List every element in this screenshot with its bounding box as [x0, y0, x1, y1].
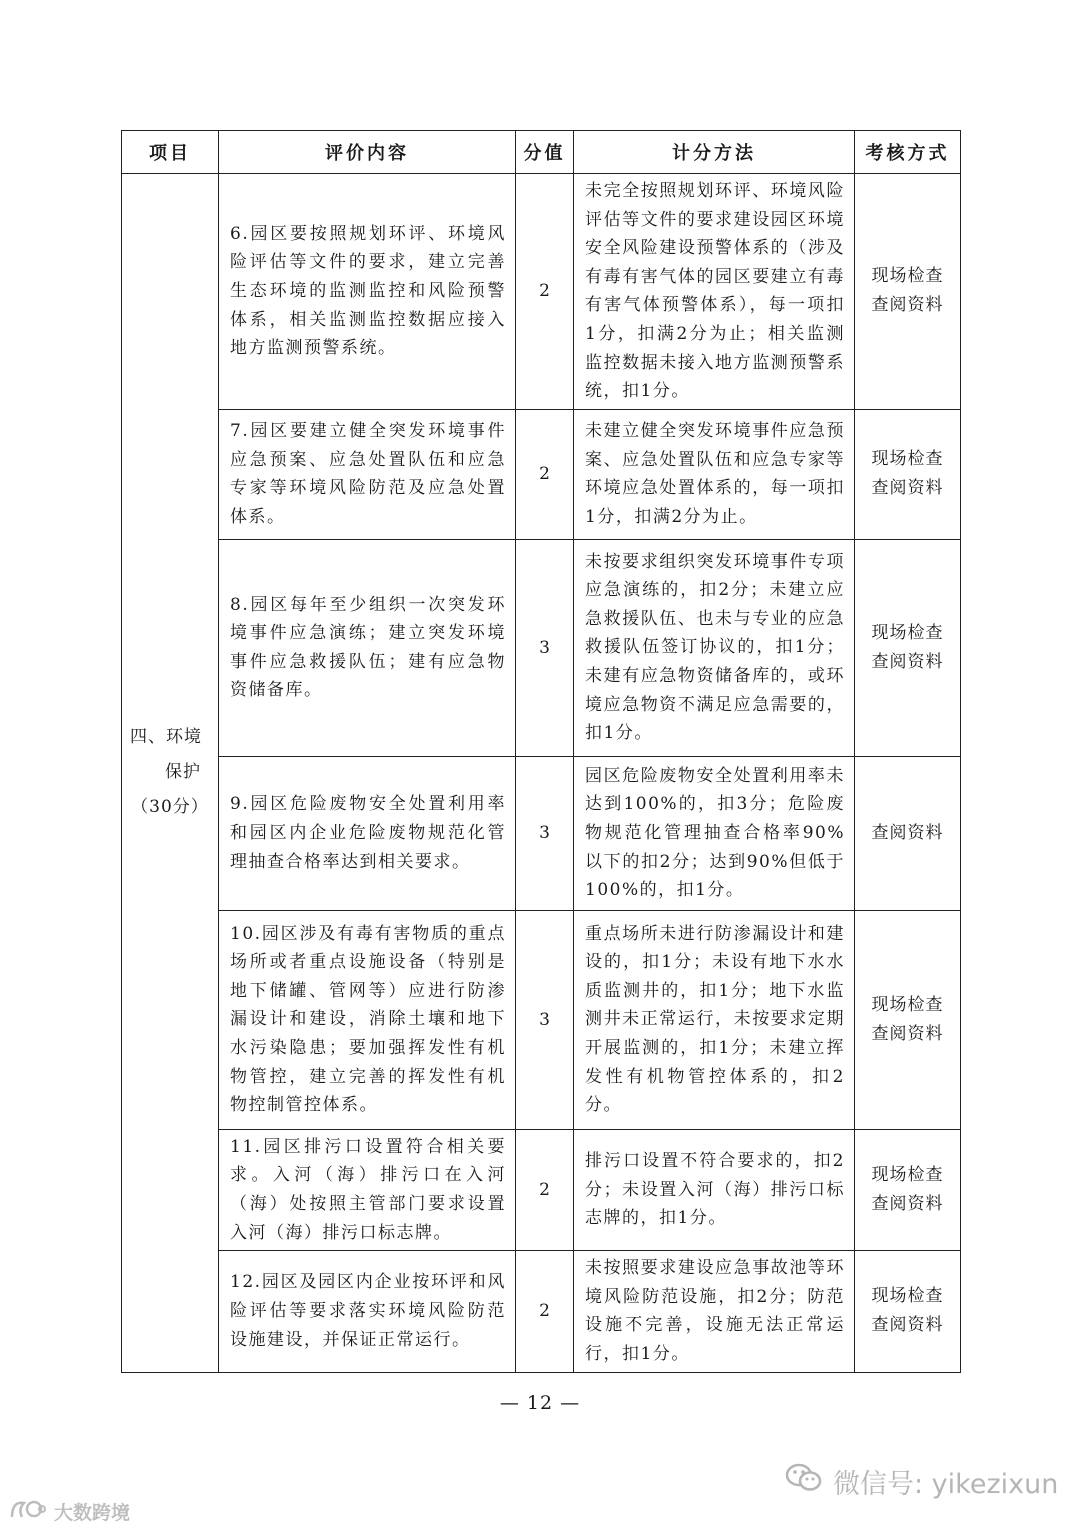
score-cell: 3 — [516, 910, 574, 1129]
assess-cell: 现场检查查阅资料 — [855, 409, 961, 539]
content-cell: 10.园区涉及有毒有害物质的重点场所或者重点设施设备（特别是地下储罐、管网等）应进行防渗漏设计和建设，消除土壤和地下水污染隐患；要加强挥发性有机物管控，建立完善的挥发性有机物控制管控体系。 — [219, 910, 516, 1129]
method-cell: 园区危险废物安全处置利用率未达到100%的，扣3分；危险废物规范化管理抽查合格率90%以下的扣2分；达到90%但低于100%的，扣1分。 — [574, 756, 855, 910]
header-assess: 考核方式 — [855, 131, 961, 174]
content-cell: 6.园区要按照规划环评、环境风险评估等文件的要求，建立完善生态环境的监测监控和风险预警体系，相关监测监控数据应接入地方监测预警系统。 — [219, 174, 516, 410]
evaluation-table — [121, 130, 961, 1373]
content-cell: 11.园区排污口设置符合相关要求。入河（海）排污口在入河（海）处按照主管部门要求设置入河（海）排污口标志牌。 — [219, 1129, 516, 1250]
score-cell: 2 — [516, 409, 574, 539]
header-score: 分值 — [516, 131, 574, 174]
method-cell: 未按要求组织突发环境事件专项应急演练的，扣2分；未建立应急救援队伍、也未与专业的应急救援队伍签订协议的，扣1分；未建有应急物资储备库的，或环境应急物资不满足应急需要的，扣1分。 — [574, 539, 855, 756]
wechat-id-text: 微信号: yikezixun — [833, 1469, 1059, 1500]
wechat-watermark — [785, 1462, 1058, 1501]
content-cell: 7.园区要建立健全突发环境事件应急预案、应急处置队伍和应急专家等环境风险防范及应急处置体系。 — [219, 409, 516, 539]
table-row — [122, 910, 961, 1129]
table-row — [122, 1251, 961, 1372]
content-cell: 9.园区危险废物安全处置利用率和园区内企业危险废物规范化管理抽查合格率达到相关要求。 — [219, 756, 516, 910]
assess-cell: 查阅资料 — [855, 756, 961, 910]
score-cell: 2 — [516, 174, 574, 410]
header-content: 评价内容 — [219, 131, 516, 174]
score-cell: 2 — [516, 1251, 574, 1372]
score-cell: 3 — [516, 756, 574, 910]
table-row — [122, 409, 961, 539]
method-cell: 排污口设置不符合要求的，扣2分；未设置入河（海）排污口标志牌的，扣1分。 — [574, 1129, 855, 1250]
assess-cell: 现场检查查阅资料 — [855, 910, 961, 1129]
score-cell: 3 — [516, 539, 574, 756]
table-row — [122, 174, 961, 410]
method-cell: 未建立健全突发环境事件应急预案、应急处置队伍和应急专家等环境应急处置体系的，每一项扣1分，扣满2分为止。 — [574, 409, 855, 539]
method-cell: 未完全按照规划环评、环境风险评估等文件的要求建设园区环境安全风险建设预警体系的（涉及有毒有害气体的园区要建立有毒有害气体预警体系），每一项扣1分，扣满2分为止；相关监测监控数据未接入地方监测预警系统，扣1分。 — [574, 174, 855, 410]
brand-text: 大数跨境 — [54, 1502, 131, 1524]
method-cell: 重点场所未进行防渗漏设计和建设的，扣1分；未设有地下水水质监测井的，扣1分；地下水监测井未正常运行，未按要求定期开展监测的，扣1分；未建立挥发性有机物管控体系的，扣2分。 — [574, 910, 855, 1129]
content-cell: 12.园区及园区内企业按环评和风险评估等要求落实环境风险防范设施建设，并保证正常运行。 — [219, 1251, 516, 1372]
method-cell: 未按照要求建设应急事故池等环境风险防范设施，扣2分；防范设施不完善，设施无法正常运行，扣1分。 — [574, 1251, 855, 1372]
table-row — [122, 539, 961, 756]
category-line-1: 四、环境 — [130, 727, 202, 748]
assess-cell: 现场检查查阅资料 — [855, 539, 961, 756]
brand-watermark — [8, 1497, 130, 1526]
category-line-3: （30分） — [131, 797, 209, 818]
table-header-row — [122, 131, 961, 174]
header-item: 项目 — [122, 131, 219, 174]
brand-logo-icon — [8, 1497, 48, 1526]
table-row — [122, 756, 961, 910]
assess-cell: 现场检查查阅资料 — [855, 174, 961, 410]
category-line-2: 保护 — [165, 762, 201, 783]
header-method: 计分方法 — [574, 131, 855, 174]
category-cell — [122, 174, 219, 1373]
page-number: — 12 — — [499, 1392, 581, 1414]
content-cell: 8.园区每年至少组织一次突发环境事件应急演练；建立突发环境事件应急救援队伍；建有应急物资储备库。 — [219, 539, 516, 756]
assess-cell: 现场检查查阅资料 — [855, 1251, 961, 1372]
wechat-icon — [785, 1462, 823, 1501]
assess-cell: 现场检查查阅资料 — [855, 1129, 961, 1250]
table-row — [122, 1129, 961, 1250]
score-cell: 2 — [516, 1129, 574, 1250]
